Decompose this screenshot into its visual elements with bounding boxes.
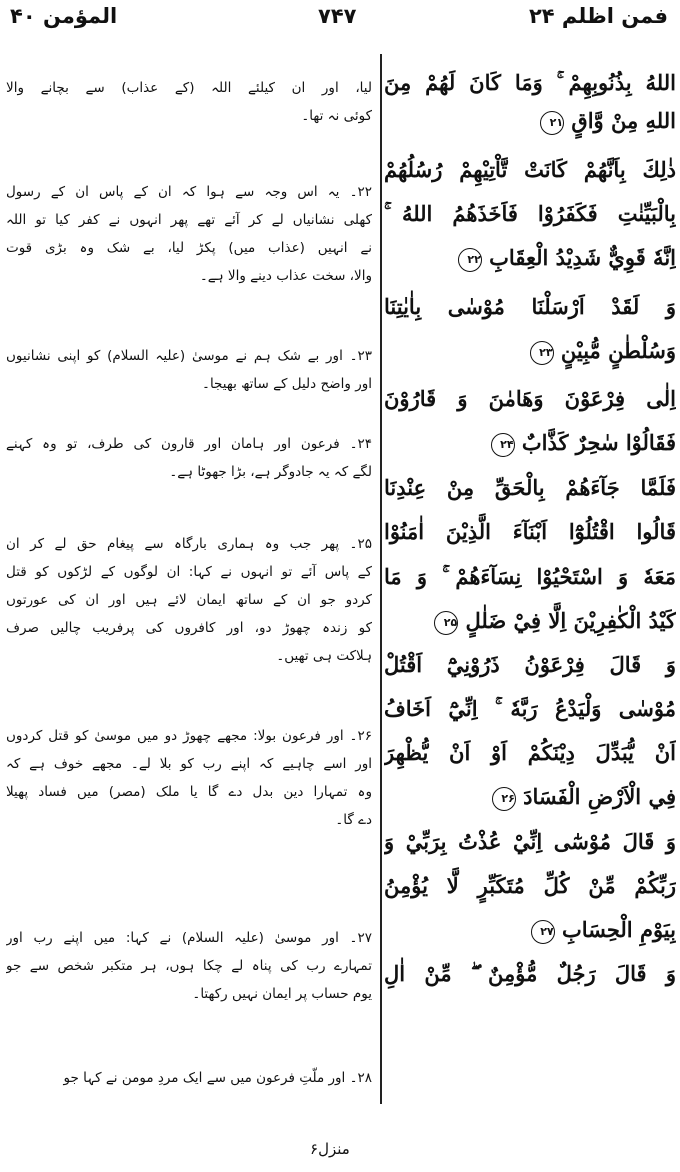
translation-line: ۲۷۔ اور موسیٰ (علیہ السلام) نے کہا: میں اپنے رب اور (6, 930, 372, 946)
ayah-number-marker: ۲۱ (540, 111, 564, 135)
manzil-footer: منزل۶ (310, 1140, 350, 1158)
arabic-line-text: بِيَوْمِ الْحِسَابِ (561, 917, 676, 942)
arabic-line (384, 195, 676, 233)
ayah-number-marker: ۲۴ (491, 433, 515, 457)
arabic-line-text: فَقَالُوْا سٰحِرٌ كَذَّابٌ (521, 430, 676, 455)
translation-line: اور اسے چاہیے کہ اپنے رب کو بلا لے۔ مجھے خوف ہے کہ (6, 756, 372, 772)
arabic-line-text: كَيْدُ الْكٰفِرِيْنَ اِلَّا فِيْ ضَلٰلٍ (465, 608, 676, 633)
arabic-line (384, 64, 676, 102)
arabic-line-text: رَبِّكُمْ مِّنْ كُلِّ مُتَكَبِّرٍ لَّا يُؤْمِنُ (384, 873, 676, 898)
arabic-line (384, 558, 676, 596)
arabic-line-text: اِلٰى فِرْعَوْنَ وَهَامٰنَ وَ قَارُوْنَ (384, 386, 676, 411)
ayah-number-marker: ۲۶ (492, 787, 516, 811)
arabic-line-text: وَسُلْطٰنٍ مُّبِيْنٍ (560, 338, 676, 363)
translation-line: تمہارے رب کی پناہ لے چکا ہوں، ہر متکبر شخص سے جو (6, 958, 372, 974)
page-number: ۷۴۷ (318, 4, 357, 28)
arabic-line-text: ذٰلِكَ بِاَنَّهُمْ كَانَتْ تَّاْتِيْهِمْ رُسُلُهُمْ (384, 157, 676, 182)
arabic-line-text: فَلَمَّا جَآءَهُمْ بِالْحَقِّ مِنْ عِنْدِنَا (384, 475, 676, 500)
translation-line: وہ تمہارا دین بدل دے گا یا ملک (مصر) میں فساد پھیلا (6, 784, 372, 800)
ayah-number-marker: ۲۵ (434, 611, 458, 635)
translation-line: کھلی نشانیاں لے کر آئے تھے پھر انہوں نے کفر کیا تو اللہ (6, 212, 372, 228)
arabic-line (384, 734, 676, 772)
arabic-line (384, 690, 676, 728)
surah-title: المؤمن ۴۰ (10, 4, 118, 28)
arabic-line (384, 332, 676, 370)
translation-line: لگے کہ یہ جادوگر ہے، بڑا جھوٹا ہے۔ (169, 464, 372, 480)
translation-paragraph (6, 342, 372, 398)
arabic-line (384, 239, 676, 277)
arabic-line (384, 380, 676, 418)
translation-paragraph (6, 178, 372, 290)
arabic-line-text: بِالْبَيِّنٰتِ فَكَفَرُوْا فَاَخَذَهُمُ اللهُ ۚ (384, 201, 676, 226)
arabic-line (384, 288, 676, 326)
arabic-line (384, 911, 676, 949)
arabic-line-text: فِي الْاَرْضِ الْفَسَادَ (523, 784, 676, 809)
translation-line: اور واضح دلیل کے ساتھ بھیجا۔ (202, 376, 372, 392)
arabic-line-text: وَ قَالَ رَجُلٌ مُّؤْمِنٌ ۖ مِّنْ اٰلِ (384, 961, 676, 986)
arabic-line (384, 424, 676, 462)
arabic-line-text: اَنْ يُّبَدِّلَ دِيْنَكُمْ اَوْ اَنْ يُّظْهِرَ (384, 740, 676, 765)
arabic-line-text: اللهُ بِذُنُوبِهِمْ ۚ وَمَا كَانَ لَهُمْ مِنَ (384, 70, 676, 95)
translation-line: لیا، اور ان کیلئے اللہ (کے عذاب) سے بچانے والا (6, 80, 372, 96)
translation-line: کردو جو ان کے ساتھ ایمان لائے ہیں اور ان کی عورتوں (6, 592, 372, 608)
arabic-line-text: وَ قَالَ مُوْسٰٓى اِنِّيْ عُذْتُ بِرَبِّيْ وَ (384, 829, 676, 854)
ayah-number-marker: ۲۳ (530, 341, 554, 365)
arabic-line-text: اللهِ مِنْ وَّاقٍ (571, 108, 676, 133)
translation-line: نے انہیں (عذاب میں) پکڑ لیا، بے شک وہ بڑی قوت (6, 240, 372, 256)
translation-paragraph (6, 530, 372, 670)
arabic-line (384, 469, 676, 507)
translation-line: ۲۳۔ اور بے شک ہم نے موسیٰ (علیہ السلام) کو اپنی نشانیوں (6, 348, 372, 364)
translation-line: کوئی نہ تھا۔ (301, 108, 372, 124)
translation-paragraph (6, 430, 372, 486)
translation-line: ۲۸۔ اور ملّتِ فرعون میں سے ایک مردِ مومن نے کہا جو (63, 1070, 372, 1086)
translation-line: دے گا۔ (335, 812, 372, 828)
ayah-number-marker: ۲۷ (531, 920, 555, 944)
ayah-number-marker: ۲۲ (458, 248, 482, 272)
translation-line: کو زندہ چھوڑ دو، اور کافروں کی پرفریب چالیں صرف (6, 620, 372, 636)
translation-paragraph (6, 74, 372, 130)
translation-line: یوم حساب پر ایمان نہیں رکھتا۔ (192, 986, 372, 1002)
arabic-line (384, 513, 676, 551)
arabic-line-text: قَالُوا اقْتُلُوْٓا اَبْنَآءَ الَّذِيْنَ اٰمَنُوْا (384, 519, 676, 544)
arabic-line (384, 646, 676, 684)
translation-line: ہلاکت ہی تھیں۔ (276, 648, 372, 664)
arabic-line (384, 602, 676, 640)
arabic-line-text: وَ قَالَ فِرْعَوْنُ ذَرُوْنِيْٓ اَقْتُلْ (384, 652, 676, 677)
translation-line: ۲۶۔ اور فرعون بولا: مجھے چھوڑ دو میں موسیٰ کو قتل کردوں (6, 728, 372, 744)
arabic-line-text: اِنَّهٗ قَوِيٌّ شَدِيْدُ الْعِقَابِ (489, 245, 676, 270)
arabic-line-text: مَعَهٗ وَ اسْتَحْيُوْا نِسَآءَهُمْ ۚ وَ مَا (384, 564, 676, 589)
translation-paragraph (6, 722, 372, 834)
translation-line: ۲۴۔ فرعون اور ہامان اور قارون کی طرف، تو وہ کہنے (6, 436, 372, 452)
arabic-line (384, 823, 676, 861)
translation-line: ۲۵۔ پھر جب وہ ہماری بارگاہ سے پیغام حق لے کر ان (6, 536, 372, 552)
arabic-line (384, 867, 676, 905)
arabic-line (384, 151, 676, 189)
arabic-line-text: مُوْسٰى وَلْيَدْعُ رَبَّهٗ ۚ اِنِّيْٓ اَخَافُ (384, 696, 676, 721)
arabic-line-text: وَ لَقَدْ اَرْسَلْنَا مُوْسٰى بِاٰيٰتِنَا (384, 294, 676, 319)
juz-title: فمن اظلم ۲۴ (528, 4, 668, 28)
arabic-line (384, 955, 676, 993)
translation-line: ۲۲۔ یہ اس وجہ سے ہوا کہ ان کے پاس ان کے رسول (6, 184, 372, 200)
translation-line: کے پاس آئے تو انہوں نے کہا: ان لوگوں کے لڑکوں کو قتل (6, 564, 372, 580)
translation-paragraph (6, 1064, 372, 1092)
arabic-line (384, 778, 676, 816)
arabic-line (384, 102, 676, 140)
translation-line: والا، سخت عذاب دینے والا ہے۔ (199, 268, 372, 284)
translation-paragraph (6, 924, 372, 1008)
column-divider (380, 54, 382, 1104)
